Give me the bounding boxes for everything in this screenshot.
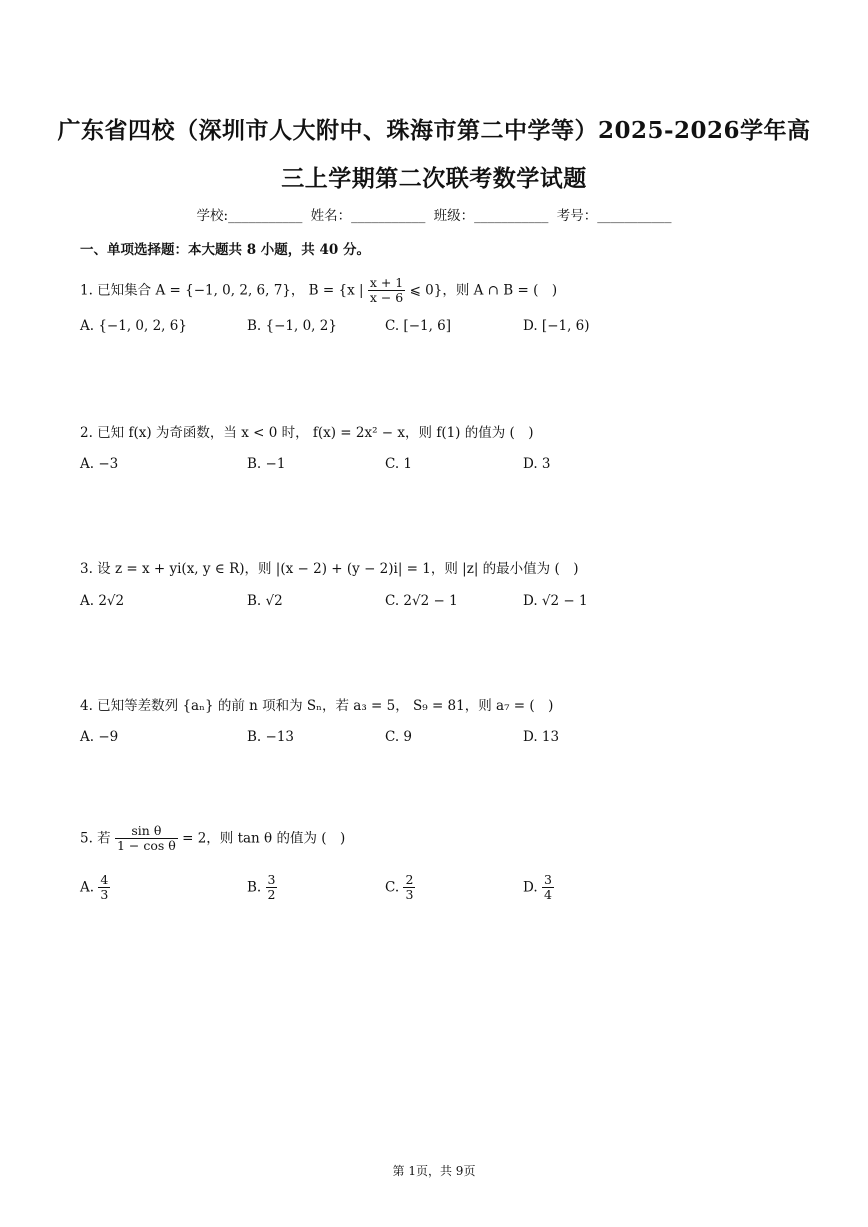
question-2-option-c[interactable]: C. 1 xyxy=(385,456,413,472)
option-label: B. xyxy=(247,879,262,896)
question-5-stem xyxy=(80,824,345,854)
document-title-line-2: 三上学期第二次联考数学试题 xyxy=(281,165,587,192)
fraction-numerator: x + 1 xyxy=(369,275,404,290)
question-4-option-d[interactable]: D. 13 xyxy=(523,729,560,745)
exam-number-field: 考号：___________ xyxy=(556,208,672,224)
question-5-option-b[interactable] xyxy=(247,873,277,903)
question-1-stem xyxy=(80,276,557,306)
option-label: A. xyxy=(80,879,95,896)
question-1-stem-a: 1. 已知集合 A = {−1, 0, 2, 6, 7}， B = {x | xyxy=(80,282,364,299)
question-3-option-b[interactable]: B. √2 xyxy=(247,593,283,609)
fraction-denominator: 3 xyxy=(405,887,414,903)
question-5-option-a[interactable] xyxy=(80,873,110,903)
question-5-suffix: = 2，则 tan θ 的值为 ( ) xyxy=(182,830,346,847)
fraction-denominator: 3 xyxy=(100,887,109,903)
fraction-denominator: 1 − cos θ xyxy=(116,838,176,854)
name-field: 姓名：___________ xyxy=(310,208,426,224)
document-title-line-1: 广东省四校（深圳市人大附中、珠海市第二中学等）2025-2026学年高 xyxy=(57,117,811,144)
question-1-option-a[interactable]: A. {−1, 0, 2, 6} xyxy=(80,318,187,334)
student-info-row xyxy=(0,204,868,224)
fraction-denominator: x − 6 xyxy=(369,290,404,306)
question-5-prefix: 5. 若 xyxy=(80,830,111,847)
class-field: 班级：___________ xyxy=(433,208,549,224)
question-3-option-d[interactable]: D. √2 − 1 xyxy=(523,593,588,609)
question-3-stem: 3. 设 z = x + yi(x, y ∈ R)，则 |(x − 2) + (y − 2)i| = 1，则 |z| 的最小值为 ( ) xyxy=(80,561,579,577)
option-fraction xyxy=(98,873,110,903)
option-fraction xyxy=(403,873,415,903)
question-1-fraction xyxy=(368,276,405,306)
fraction-numerator: sin θ xyxy=(115,824,178,839)
question-2-option-a[interactable]: A. −3 xyxy=(80,456,119,472)
option-fraction xyxy=(266,873,278,903)
question-3-option-c[interactable]: C. 2√2 − 1 xyxy=(385,593,458,609)
question-2-option-b[interactable]: B. −1 xyxy=(247,456,286,472)
question-3-option-a[interactable]: A. 2√2 xyxy=(80,593,125,609)
fraction-numerator: 3 xyxy=(543,872,552,887)
question-1-option-b[interactable]: B. {−1, 0, 2} xyxy=(247,318,337,334)
option-label: D. xyxy=(523,879,538,896)
question-4-option-c[interactable]: C. 9 xyxy=(385,729,413,745)
question-4-option-b[interactable]: B. −13 xyxy=(247,729,294,745)
question-1-option-c[interactable]: C. [−1, 6] xyxy=(385,318,452,334)
question-5-option-c[interactable] xyxy=(385,873,415,903)
page-footer: 第 1页，共 9页 xyxy=(392,1164,476,1178)
section-heading: 一、单项选择题：本大题共 8 小题，共 40 分。 xyxy=(80,242,370,258)
school-field: 学校:___________ xyxy=(196,208,303,224)
question-1-option-d[interactable]: D. [−1, 6) xyxy=(523,318,590,334)
question-5-fraction xyxy=(115,824,178,854)
question-1-stem-b: ⩽ 0}，则 A ∩ B = ( ) xyxy=(409,282,558,299)
question-4-stem: 4. 已知等差数列 {aₙ} 的前 n 项和为 Sₙ，若 a₃ = 5， S₉ = 81，则 a₇ = ( ) xyxy=(80,698,554,714)
question-2-option-d[interactable]: D. 3 xyxy=(523,456,551,472)
question-4-option-a[interactable]: A. −9 xyxy=(80,729,119,745)
fraction-numerator: 4 xyxy=(100,872,109,887)
option-fraction xyxy=(542,873,554,903)
fraction-denominator: 4 xyxy=(543,887,552,903)
question-2-stem: 2. 已知 f(x) 为奇函数，当 x < 0 时， f(x) = 2x² − x，则 f(1) 的值为 ( ) xyxy=(80,425,534,441)
fraction-numerator: 2 xyxy=(405,872,414,887)
fraction-numerator: 3 xyxy=(267,872,276,887)
option-label: C. xyxy=(385,879,400,896)
fraction-denominator: 2 xyxy=(267,887,276,903)
question-5-option-d[interactable] xyxy=(523,873,554,903)
